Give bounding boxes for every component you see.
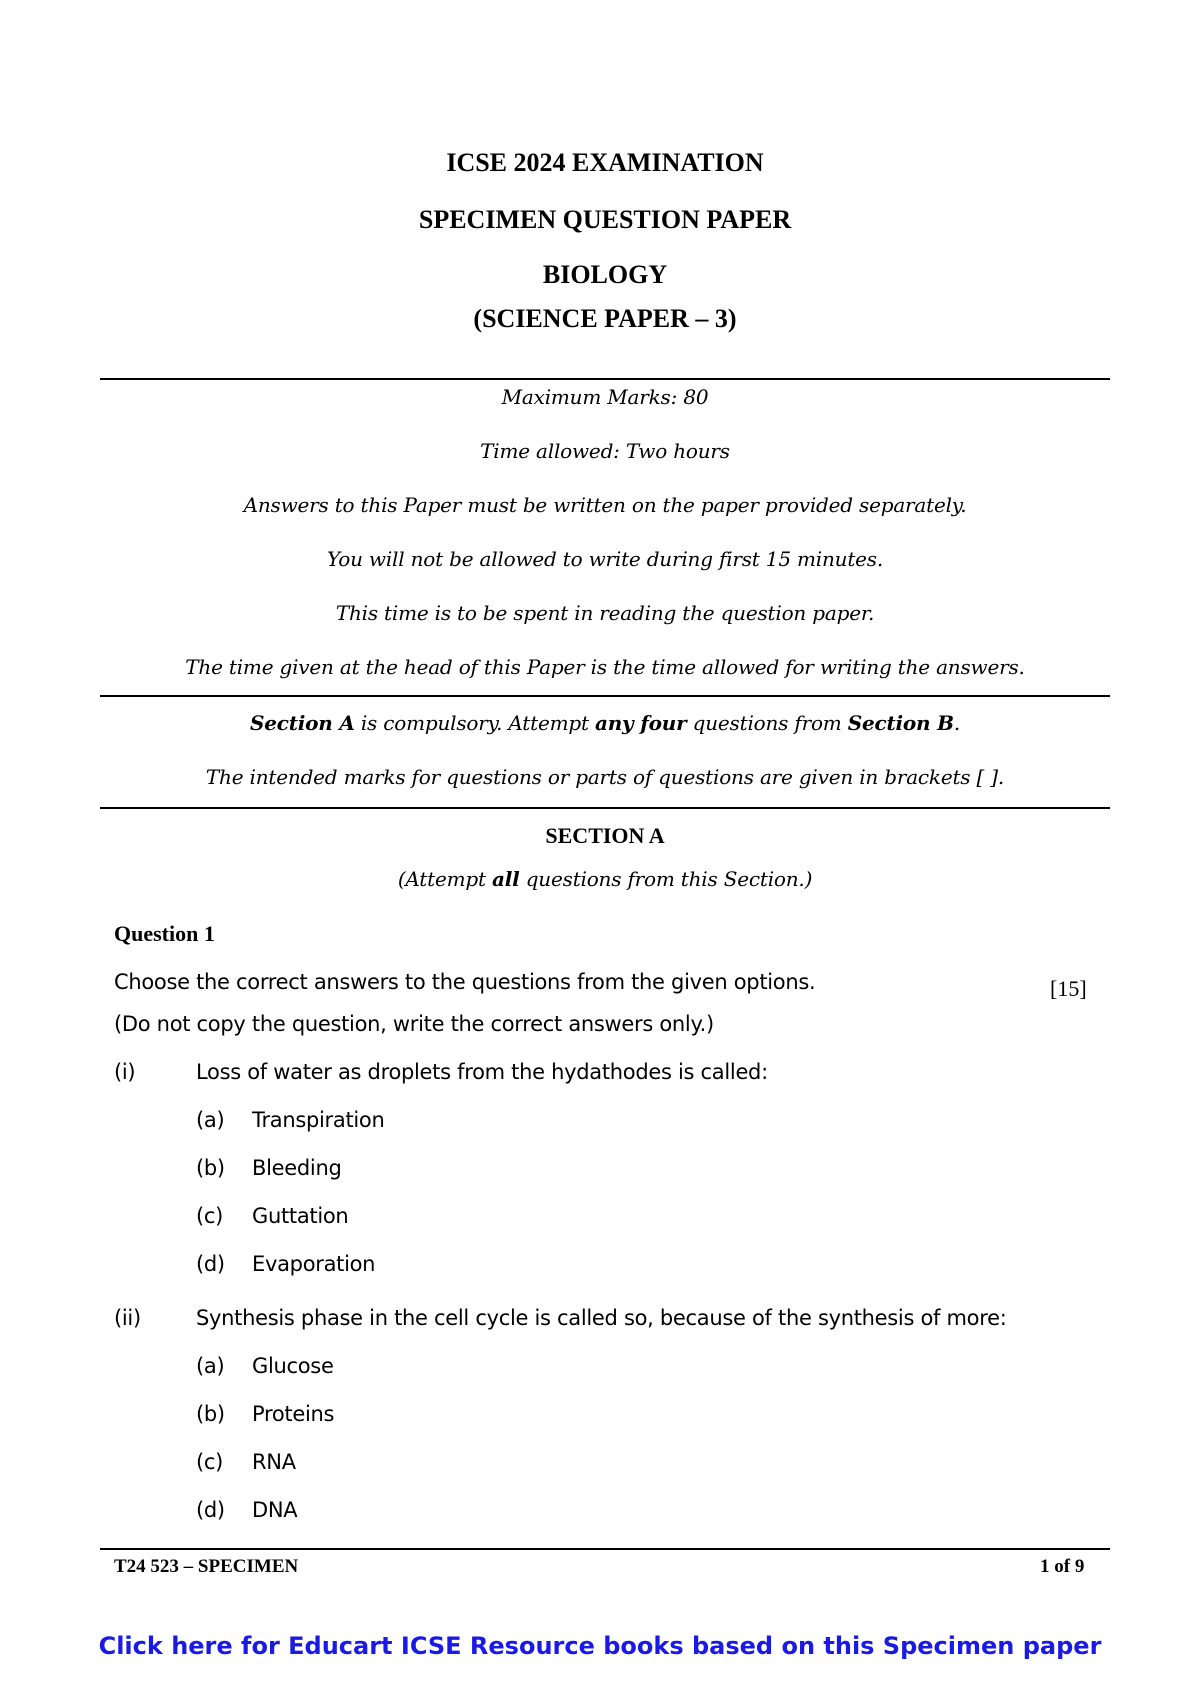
option-text: Bleeding bbox=[252, 1156, 342, 1180]
divider bbox=[100, 695, 1110, 697]
no-write-note: You will not be allowed to write during first 15 minutes. bbox=[326, 547, 884, 571]
option-text: Proteins bbox=[252, 1402, 335, 1426]
option-text: Guttation bbox=[252, 1204, 349, 1228]
option-label: (a) bbox=[196, 1354, 225, 1378]
answer-sheet-note: Answers to this Paper must be written on the paper provided separately. bbox=[243, 493, 967, 517]
question-instruction: Choose the correct answers to the questions from the given options. bbox=[114, 970, 816, 994]
option-text: Glucose bbox=[252, 1354, 334, 1378]
footer-divider bbox=[100, 1548, 1110, 1550]
option-label: (c) bbox=[196, 1204, 224, 1228]
exam-title: ICSE 2024 EXAMINATION bbox=[446, 148, 764, 177]
subject-title: BIOLOGY bbox=[542, 260, 668, 289]
option-text: RNA bbox=[252, 1450, 296, 1474]
option-label: (b) bbox=[196, 1156, 225, 1180]
option-text: Transpiration bbox=[252, 1108, 385, 1132]
educart-resource-link[interactable]: Click here for Educart ICSE Resource books based on this Specimen paper bbox=[98, 1632, 1102, 1660]
paper-number: (SCIENCE PAPER – 3) bbox=[473, 304, 737, 333]
any-four-emphasis: any four bbox=[594, 711, 687, 735]
option-label: (a) bbox=[196, 1108, 225, 1132]
section-note: Section A is compulsory. Attempt any four questions from Section B. bbox=[249, 711, 961, 735]
reading-time-note: This time is to be spent in reading the question paper. bbox=[335, 601, 875, 625]
part-question: Synthesis phase in the cell cycle is called so, because of the synthesis of more: bbox=[196, 1306, 1007, 1330]
max-marks: Maximum Marks: 80 bbox=[501, 385, 709, 409]
section-b-ref: Section B bbox=[847, 711, 954, 735]
option-label: (c) bbox=[196, 1450, 224, 1474]
footer-code: T24 523 – SPECIMEN bbox=[114, 1556, 299, 1577]
section-a-title: SECTION A bbox=[545, 823, 665, 848]
section-a-ref: Section A bbox=[249, 711, 355, 735]
part-number: (i) bbox=[114, 1060, 136, 1084]
option-text: Evaporation bbox=[252, 1252, 376, 1276]
head-time-note: The time given at the head of this Paper is the time allowed for writing the answers. bbox=[185, 655, 1025, 679]
option-label: (d) bbox=[196, 1252, 225, 1276]
part-question: Loss of water as droplets from the hydathodes is called: bbox=[196, 1060, 768, 1084]
option-label: (d) bbox=[196, 1498, 225, 1522]
divider bbox=[100, 378, 1110, 380]
divider bbox=[100, 807, 1110, 809]
option-text: DNA bbox=[252, 1498, 298, 1522]
page-number: 1 of 9 bbox=[1040, 1556, 1085, 1577]
question-marks: [15] bbox=[1050, 976, 1087, 1001]
section-a-subtitle: (Attempt all questions from this Section.) bbox=[397, 867, 813, 891]
option-label: (b) bbox=[196, 1402, 225, 1426]
part-number: (ii) bbox=[114, 1306, 141, 1330]
paper-type: SPECIMEN QUESTION PAPER bbox=[418, 205, 792, 234]
question-note: (Do not copy the question, write the correct answers only.) bbox=[114, 1012, 714, 1036]
question-heading: Question 1 bbox=[114, 921, 215, 946]
time-allowed: Time allowed: Two hours bbox=[480, 439, 730, 463]
marks-note: The intended marks for questions or parts of questions are given in brackets [ ]. bbox=[205, 765, 1005, 789]
